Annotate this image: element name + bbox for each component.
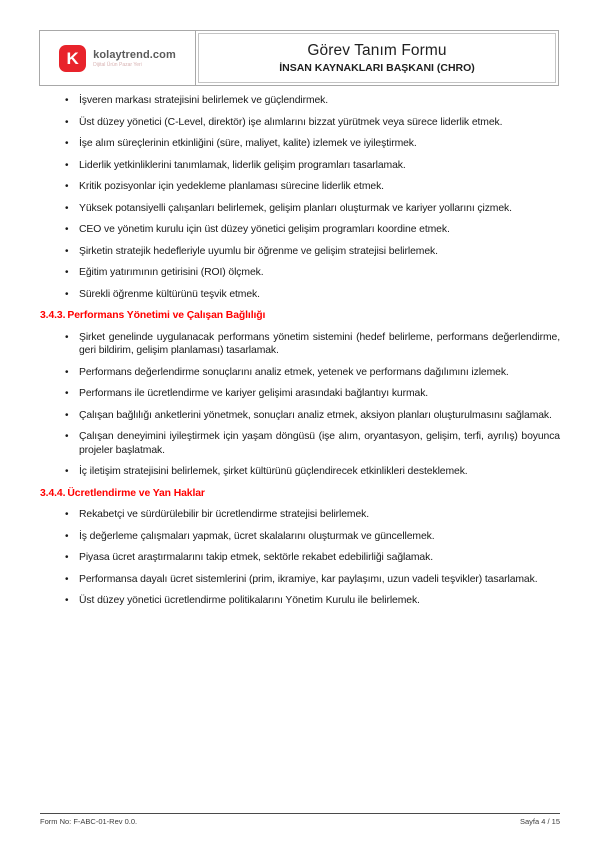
bullet-item (40, 465, 560, 479)
bullet-item (40, 116, 560, 130)
bullet-icon: • (65, 509, 69, 520)
bullet-text: Rekabetçi ve sürdürülebilir bir ücretlendirme stratejisi belirlemek. (79, 509, 370, 520)
bullet-item (40, 159, 560, 173)
bullet-item (40, 223, 560, 237)
bullet-item (40, 430, 560, 457)
kolaytrend-logo-icon: K (59, 45, 86, 72)
bullet-item (40, 288, 560, 302)
bullet-icon: • (65, 595, 69, 606)
bullet-text: Piyasa ücret araştırmalarını takip etmek, sektörle rekabet edebilirliği sağlamak. (79, 552, 433, 563)
section-number: 3.4.3. (40, 310, 66, 321)
bullet-item (40, 366, 560, 380)
bullet-text: İş değerleme çalışmaları yapmak, ücret skalalarını oluşturmak ve güncellemek. (79, 530, 435, 542)
bullet-item (40, 180, 560, 194)
bullet-text: İşe alım süreçlerinin etkinliğini (süre, maliyet, kalite) izlemek ve iyileştirmek. (79, 138, 417, 149)
section-title: Performans Yönetimi ve Çalışan Bağlılığı (67, 310, 266, 321)
section-heading (40, 309, 560, 323)
bullet-icon: • (65, 331, 69, 343)
bullet-text: Yüksek potansiyelli çalışanları belirlemek, gelişim planları oluşturmak ve kariyer yollarını çizmek. (79, 202, 512, 214)
bullet-icon: • (65, 95, 69, 106)
bullet-icon: • (65, 409, 69, 421)
document-title: Görev Tanım Formu (307, 42, 447, 59)
bullet-icon: • (65, 138, 69, 149)
bullet-text: İşveren markası stratejisini belirlemek ve güçlendirmek. (79, 95, 329, 106)
bullet-item (40, 266, 560, 280)
bullet-icon: • (65, 466, 69, 477)
bullet-text: Çalışan deneyimini iyileştirmek için yaşam döngüsü (işe alım, oryantasyon, gelişim, terfi, ayrılış) boyunca projeler başlatmak. (79, 431, 560, 456)
bullet-item (40, 387, 560, 401)
bullet-text: Çalışan bağlılığı anketlerini yönetmek, sonuçları analiz etmek, aksiyon planları oluşturulmasını sağlamak. (79, 409, 552, 421)
bullet-icon: • (65, 552, 69, 563)
title-cell (196, 31, 558, 85)
bullet-icon: • (65, 431, 69, 442)
footer-form-number: Form No: F-ABC-01-Rev 0.0. (40, 817, 138, 826)
bullet-text: Kritik pozisyonlar için yedekleme planlaması sürecine liderlik etmek. (79, 181, 384, 192)
bullet-icon: • (65, 573, 69, 585)
bullet-icon: • (65, 245, 69, 257)
document-footer (40, 813, 560, 826)
logo-text (93, 49, 176, 68)
bullet-item (40, 530, 560, 544)
bullet-item (40, 137, 560, 151)
bullet-icon: • (65, 267, 69, 278)
bullet-text: Performans değerlendirme sonuçlarını analiz etmek, yetenek ve performans dağılımını izlemek. (79, 366, 509, 378)
logo-brand-name: kolaytrend.com (93, 48, 176, 61)
bullet-item (40, 551, 560, 565)
document-header (39, 30, 559, 86)
bullet-text: CEO ve yönetim kurulu için üst düzey yönetici gelişim programları koordine etmek. (79, 224, 450, 235)
bullet-text: Şirket genelinde uygulanacak performans yönetim sistemini (hedef belirleme, performans değerlendirme, geri bildirim, gelişim planlaması) tasarlamak. (79, 331, 560, 356)
bullet-text: Liderlik yetkinliklerini tanımlamak, liderlik gelişim programları tasarlamak. (79, 159, 406, 171)
bullet-icon: • (65, 224, 69, 235)
bullet-item (40, 573, 560, 587)
section-heading (40, 487, 560, 501)
bullet-text: Performansa dayalı ücret sistemlerini (prim, ikramiye, kar paylaşımı, uzun vadeli teşvikler) tasarlamak. (79, 573, 538, 585)
bullet-icon: • (65, 388, 69, 399)
footer-page-number: Sayfa 4 / 15 (519, 817, 560, 826)
document-body (40, 94, 560, 616)
bullet-text: Şirketin stratejik hedefleriyle uyumlu bir öğrenme ve gelişim stratejisi belirlemek. (79, 245, 438, 257)
bullet-text: Eğitim yatırımının getirisini (ROI) ölçmek. (79, 267, 264, 278)
bullet-item (40, 409, 560, 423)
logo-tagline: Dijital Ürün Pazar Yeri (93, 61, 142, 68)
section-number: 3.4.4. (40, 487, 66, 499)
bullet-icon: • (65, 288, 69, 300)
bullet-item (40, 508, 560, 522)
logo-cell (40, 31, 196, 85)
document-subtitle: İNSAN KAYNAKLARI BAŞKANI (CHRO) (279, 62, 475, 74)
bullet-item (40, 94, 560, 108)
bullet-text: Üst düzey yönetici ücretlendirme politikalarını Yönetim Kurulu ile belirlemek. (79, 595, 420, 606)
bullet-icon: • (65, 159, 69, 171)
bullet-text: Üst düzey yönetici (C-Level, direktör) işe alımlarını bizzat yürütmek veya sürece liderlik etmek. (79, 116, 503, 128)
bullet-item (40, 594, 560, 608)
bullet-icon: • (65, 530, 69, 542)
bullet-item (40, 245, 560, 259)
bullet-icon: • (65, 116, 69, 128)
bullet-text: Sürekli öğrenme kültürünü teşvik etmek. (79, 288, 260, 300)
bullet-icon: • (65, 202, 69, 214)
bullet-text: İç iletişim stratejisini belirlemek, şirket kültürünü güçlendirecek etkinlikleri desteklemek. (79, 466, 468, 477)
bullet-item (40, 331, 560, 358)
section-title: Ücretlendirme ve Yan Haklar (67, 487, 205, 499)
bullet-text: Performans ile ücretlendirme ve kariyer gelişimi arasındaki bağlantıyı kurmak. (79, 388, 429, 399)
bullet-icon: • (65, 181, 69, 192)
title-cell-inner (198, 33, 556, 83)
bullet-item (40, 202, 560, 216)
bullet-icon: • (65, 366, 69, 378)
